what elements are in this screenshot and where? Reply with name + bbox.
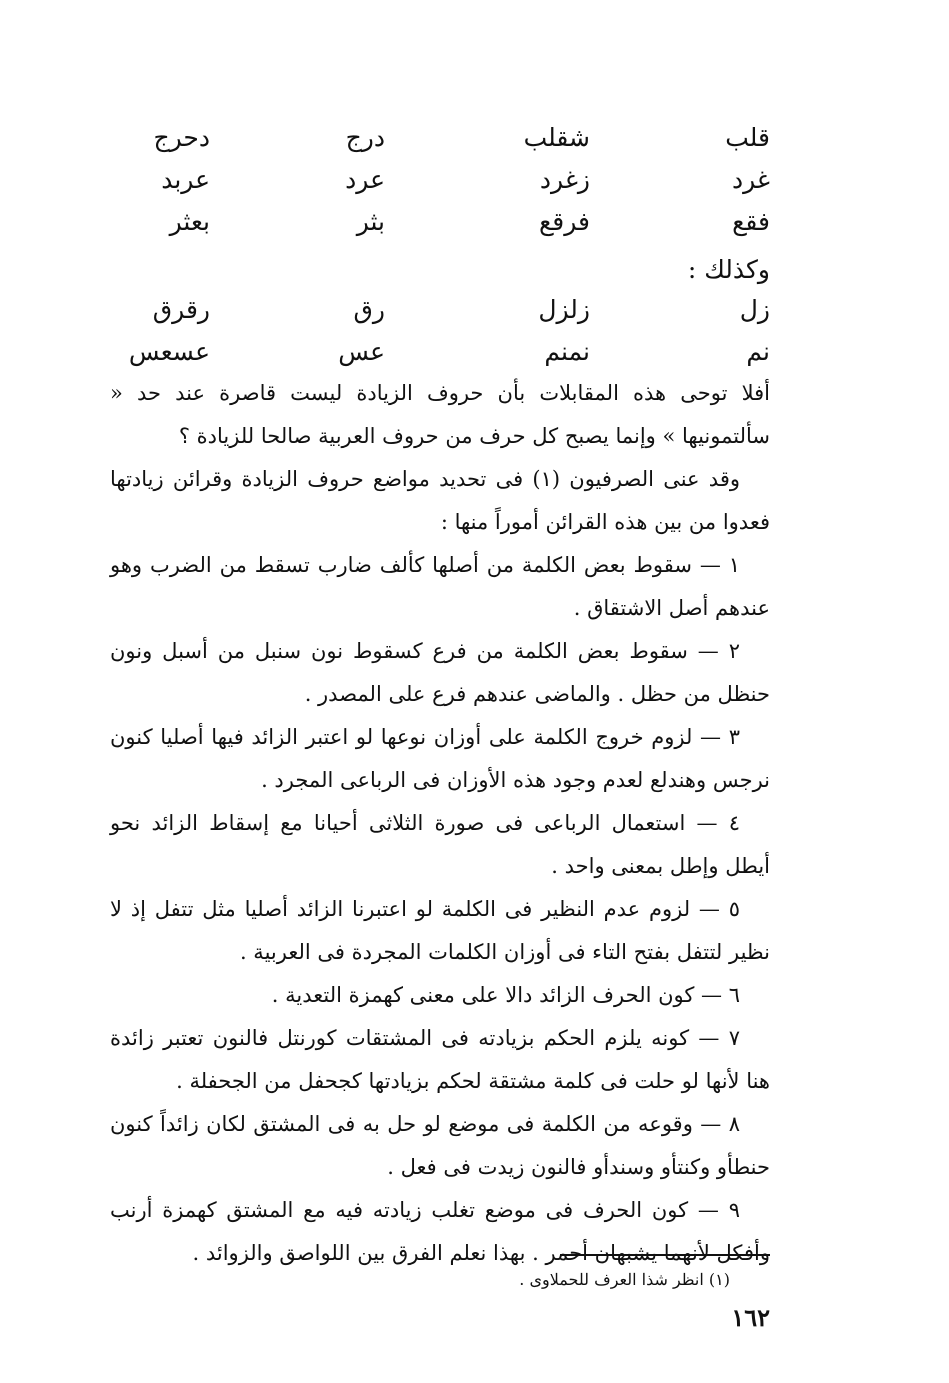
table-cell: رقرق	[152, 295, 210, 324]
paragraph: أفلا توحى هذه المقابلات بأن حروف الزيادة ليست قاصرة عند حد « سألتمونيها » وإنما يصبح كل حرف من حروف العربية صالحا للزيادة ؟	[110, 381, 770, 448]
table-row	[130, 118, 770, 158]
table-cell: زلزل	[538, 295, 590, 324]
paragraph: وقد عنى الصرفيون (١) فى تحديد مواضع حروف الزيادة وقرائن زيادتها فعدوا من بين هذه القرائن أموراً منها :	[110, 467, 770, 534]
table-row	[130, 202, 770, 242]
table-intro: وكذلك :	[687, 255, 770, 284]
table-cell: عسعس	[128, 337, 210, 366]
list-item: ٩ — كون الحرف فى موضع تغلب زيادته فيه مع المشتق كهمزة أرنب وأفكل لأنهما يشبهان أحمر . بهذا نعلم الفرق بين اللواصق والزوائد .	[110, 1198, 770, 1265]
table-row	[130, 160, 770, 200]
list-item: ٦ — كون الحرف الزائد دالا على معنى كهمزة التعدية .	[271, 983, 740, 1007]
table-cell: عرد	[345, 165, 385, 194]
table-cell: عس	[338, 337, 385, 366]
table-cell: غرد	[731, 165, 770, 194]
table-row	[130, 290, 770, 330]
table-row	[130, 332, 770, 372]
list-item: ١ — سقوط بعض الكلمة من أصلها كألف ضارب تسقط من الضرب وهو عندهم أصل الاشتقاق .	[110, 553, 770, 620]
footnote-divider	[560, 1254, 770, 1256]
table-cell: زغرد	[539, 165, 590, 194]
page-number: ١٦٢	[731, 1303, 770, 1332]
table-cell: رق	[353, 295, 385, 324]
table-cell: عربد	[161, 165, 210, 194]
list-item: ٤ — استعمال الرباعى فى صورة الثلاثى أحيانا مع إسقاط الزائد نحو أيطل وإطل بمعنى واحد .	[110, 811, 770, 878]
table-cell: زل	[739, 295, 770, 324]
table-cell: شقلب	[523, 123, 590, 152]
list-item: ٥ — لزوم عدم النظير فى الكلمة لو اعتبرنا الزائد أصليا مثل تتفل إذ لا نظير لتتفل بفتح التاء فى أوزان الكلمات المجردة فى العربية .	[110, 897, 770, 964]
list-item: ٣ — لزوم خروج الكلمة على أوزان نوعها لو اعتبر الزائد فيها أصليا كنون نرجس وهندلع لعدم وجود هذه الأوزان فى الرباعى المجرد .	[110, 725, 770, 792]
table-cell: درج	[345, 123, 385, 152]
table-cell: فرقع	[538, 207, 590, 236]
body-text	[110, 372, 770, 1275]
footnote: (١) انظر شذا العرف للحملاوى .	[519, 1270, 730, 1289]
table-cell: نمنم	[544, 337, 590, 366]
table-cell: بعثر	[169, 207, 210, 236]
list-item: ٧ — كونه يلزم الحكم بزيادته فى المشتقات كورنتل فالنون تعتبر زائدة هنا لأنها لو حلت فى كلمة مشتقة لحكم بزيادتها كجحفل من الجحفلة .	[110, 1026, 770, 1093]
table-cell: بثر	[356, 207, 385, 236]
table-cell: نم	[746, 337, 770, 366]
table-cell: قلب	[725, 123, 770, 152]
list-item: ٨ — وقوعه من الكلمة فى موضع لو حل به فى المشتق لكان زائداً كنون حنطأو وكنتأو وسندأو فالنون زيدت فى فعل .	[110, 1112, 770, 1179]
table-cell: دحرج	[153, 123, 210, 152]
table-cell: فقع	[732, 207, 770, 236]
list-item: ٢ — سقوط بعض الكلمة من فرع كسقوط نون سنبل من أسبل ونون حنظل من حظل . والماضى عندهم فرع على المصدر .	[110, 639, 770, 706]
